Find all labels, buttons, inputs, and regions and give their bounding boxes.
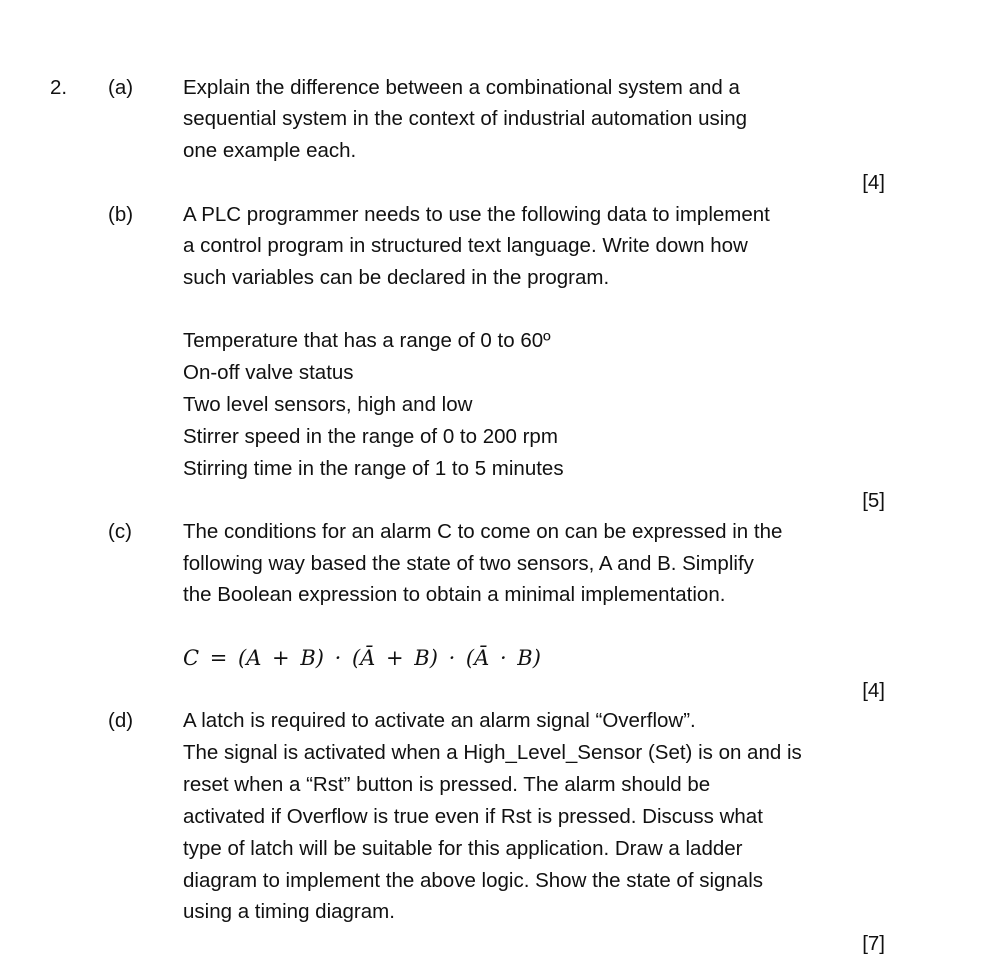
part-a-marks: [4] <box>862 171 885 194</box>
part-a-text: one example each. <box>183 139 357 162</box>
part-b-label: (b) <box>108 203 134 226</box>
part-b-text: such variables can be declared in the program. <box>183 266 610 289</box>
question-number: 2. <box>50 76 68 99</box>
part-a-text: Explain the difference between a combinational system and a <box>183 76 740 99</box>
data-item: Stirring time in the range of 1 to 5 minutes <box>183 457 564 480</box>
part-c-text: The conditions for an alarm C to come on can be expressed in the <box>183 520 783 543</box>
boolean-equation: C = (A + B) · (Ā + B) · (Ā · B) <box>183 646 541 670</box>
part-d-label: (d) <box>108 709 134 732</box>
part-d-text: activated if Overflow is true even if Rst is pressed. Discuss what <box>183 805 763 828</box>
data-item: Two level sensors, high and low <box>183 393 473 416</box>
part-d-marks: [7] <box>862 932 885 955</box>
data-item: On-off valve status <box>183 361 354 384</box>
part-a-text: sequential system in the context of industrial automation using <box>183 107 748 130</box>
part-d-text: diagram to implement the above logic. Show the state of signals <box>183 869 764 892</box>
part-c-marks: [4] <box>862 679 885 702</box>
part-c-label: (c) <box>108 520 132 543</box>
part-c-text: following way based the state of two sensors, A and B. Simplify <box>183 552 754 575</box>
part-d-text: using a timing diagram. <box>183 900 395 923</box>
part-c-text: the Boolean expression to obtain a minimal implementation. <box>183 583 726 606</box>
part-d-text: type of latch will be suitable for this application. Draw a ladder <box>183 837 743 860</box>
part-b-text: A PLC programmer needs to use the following data to implement <box>183 203 770 226</box>
data-item: Temperature that has a range of 0 to 60º <box>183 329 551 352</box>
part-d-text: The signal is activated when a High_Level_Sensor (Set) is on and is <box>183 741 802 764</box>
data-item: Stirrer speed in the range of 0 to 200 rpm <box>183 425 558 448</box>
part-a-label: (a) <box>108 76 134 99</box>
part-b-text: a control program in structured text language. Write down how <box>183 234 748 257</box>
part-d-text: reset when a “Rst” button is pressed. The alarm should be <box>183 773 711 796</box>
part-d-text: A latch is required to activate an alarm signal “Overflow”. <box>183 709 696 732</box>
part-b-marks: [5] <box>862 489 885 512</box>
